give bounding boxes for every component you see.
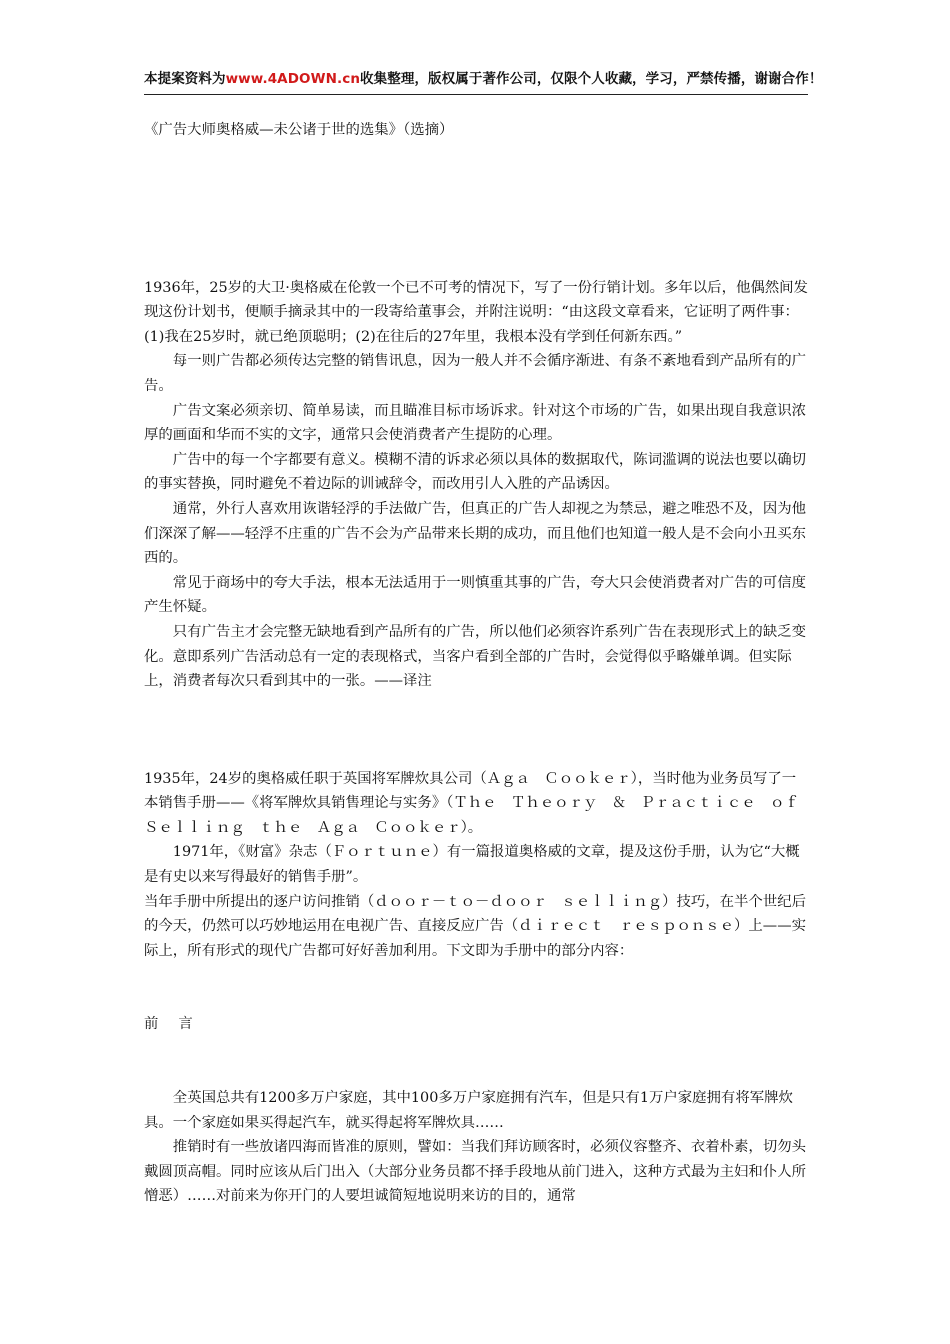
document-title: 《广告大师奥格威—未公诸于世的选集》（选摘） bbox=[144, 122, 454, 138]
header-prefix: 本提案资料为 bbox=[144, 71, 226, 87]
spacer bbox=[144, 694, 808, 743]
header-divider bbox=[144, 94, 808, 95]
paragraph-translator-note: 只有广告主才会完整无缺地看到产品所有的广告，所以他们必须容许系列广告在表现形式上的缺乏变化。意即系列广告活动总有一定的表现格式，当客户看到全部的广告时，会觉得似乎略嫌单调。但实际上，消费者每次只看到其中的一张。——译注 bbox=[144, 623, 806, 690]
heading-char: 言 bbox=[178, 1016, 193, 1033]
spacer bbox=[144, 743, 808, 767]
paragraph: 通常，外行人喜欢用诙谐轻浮的手法做广告，但真正的广告人却视之为禁忌，避之唯恐不及，因为他们深深了解——轻浮不庄重的广告不会为产品带来长期的成功，而且他们也知道一般人是不会向小丑买东西的。 bbox=[144, 500, 806, 567]
header-site-link[interactable]: www.4ADOWN.cn bbox=[225, 71, 361, 87]
page-header bbox=[144, 68, 944, 90]
paragraph-intro-1936: 1936年，25岁的大卫·奥格威在伦敦一个已不可考的情况下，写了一份行销计划。多年以后，他偶然间发现这份计划书，便顺手摘录其中的一段寄给董事会，并附注说明：“由这段文章看来，它证明了两件事：(1)我在25岁时，就已绝顶聪明；(2)在往后的27年里，我根本没有学到任何新东西。” bbox=[144, 279, 808, 345]
paragraph: 广告文案必须亲切、简单易读，而且瞄准目标市场诉求。针对这个市场的广告，如果出现自我意识浓厚的画面和华而不实的文字，通常只会使消费者产生提防的心理。 bbox=[144, 402, 806, 444]
spacer bbox=[144, 202, 808, 276]
paragraph-intro-1935: 1935年，24岁的奥格威任职于英国将军牌炊具公司（Ａｇａ Ｃｏｏｋｅｒ），当时他为业务员写了一本销售手册——《将军牌炊具销售理论与实务》（Ｔｈｅ Ｔｈｅｏｒｙ ＆ Ｐｒａｃｔｉｃｅ ｏｆ Ｓｅｌｌｉｎｇ ｔｈｅ Ａｇａ Ｃｏｏｋｅｒ）。 bbox=[144, 770, 814, 836]
paragraph: 1971年，《财富》杂志（Ｆｏｒｔｕｎｅ）有一篇报道奥格威的文章，提及这份手册，认为它“大概是有史以来写得最好的销售手册”。 bbox=[144, 844, 800, 886]
paragraph: 当年手册中所提出的逐户访问推销（ｄｏｏｒ－ｔｏ－ｄｏｏｒ ｓｅｌｌｉｎｇ）技巧，在半个世纪后的今天，仍然可以巧妙地运用在电视广告、直接反应广告（ｄｉｒｅｃｔ ｒｅｓｐｏｎｓｅ）上——实际上，所有形式的现代广告都可好好善加利用。下文即为手册中的部分内容： bbox=[144, 893, 806, 959]
section-heading-preface bbox=[144, 1012, 808, 1037]
paragraph: 每一则广告都必须传达完整的销售讯息，因为一般人并不会循序渐进、有条不紊地看到产品所有的广告。 bbox=[144, 353, 806, 394]
header-suffix: 收集整理，版权属于著作公司，仅限个人收藏，学习，严禁传播，谢谢合作！ bbox=[360, 71, 823, 87]
spacer bbox=[144, 963, 808, 1012]
document-body bbox=[144, 118, 814, 1209]
paragraph: 常见于商场中的夸大手法，根本无法适用于一则慎重其事的广告，夸大只会使消费者对广告的可信度产生怀疑。 bbox=[144, 574, 806, 616]
paragraph: 全英国总共有1200多万户家庭，其中100多万户家庭拥有汽车，但是只有1万户家庭拥有将军牌炊具。一个家庭如果买得起汽车，就买得起将军牌炊具…… bbox=[144, 1090, 793, 1131]
paragraph: 推销时有一些放诸四海而皆准的原则，譬如：当我们拜访顾客时，必须仪容整齐、衣着朴素，切勿头戴圆顶高帽。同时应该从后门出入（大部分业务员都不择手段地从前门进入，这种方式最为主妇和仆人所憎恶）……对前来为你开门的人要坦诚简短地说明来访的目的，通常 bbox=[144, 1139, 806, 1205]
spacer bbox=[144, 1037, 808, 1086]
paragraph: 广告中的每一个字都要有意义。模糊不清的诉求必须以具体的数据取代，陈词滥调的说法也要以确切的事实替换，同时避免不着边际的训诫辞令，而改用引人入胜的产品诱因。 bbox=[144, 451, 806, 493]
heading-char: 前 bbox=[144, 1016, 159, 1033]
